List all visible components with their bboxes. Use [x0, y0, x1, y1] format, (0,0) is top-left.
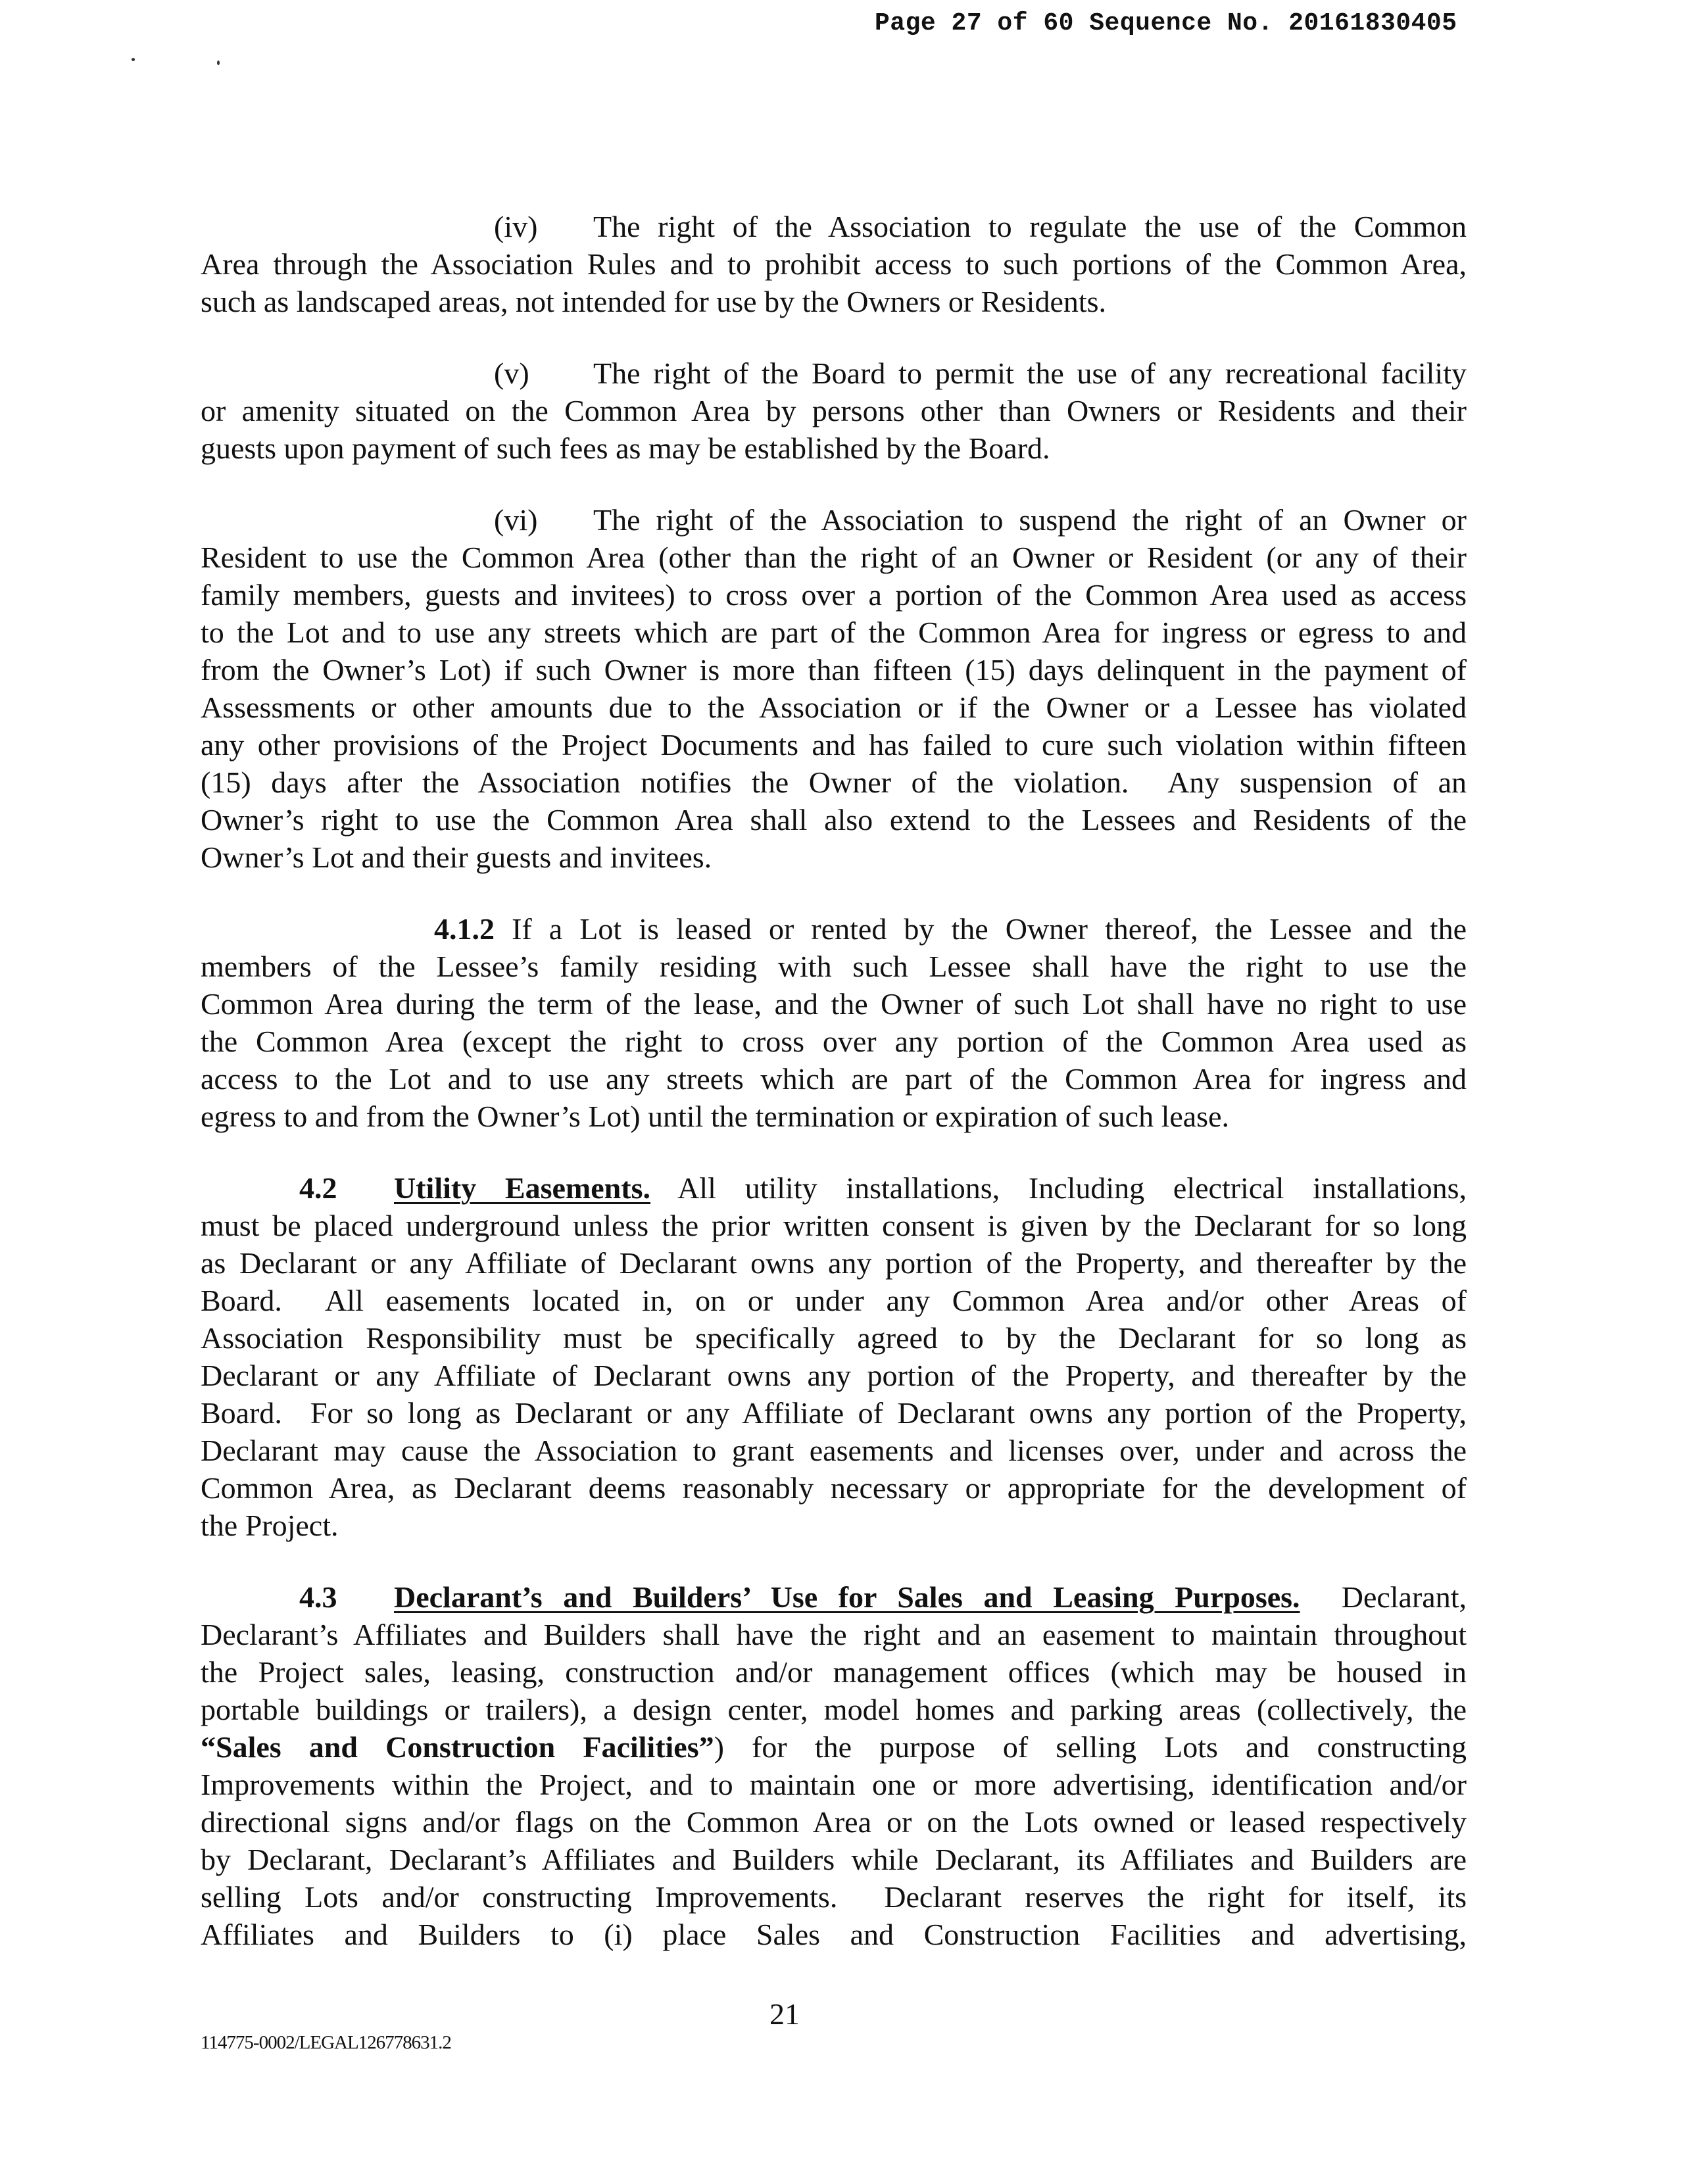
text-line	[201, 539, 1467, 576]
paragraph	[201, 354, 1467, 467]
text-run: to the Lot and to use any streets which are part of the Common Area for ingress or egress to and	[201, 616, 1467, 649]
text-line	[201, 1878, 1467, 1916]
text-line	[201, 614, 1467, 651]
text-line	[201, 1432, 1467, 1469]
section-number: 4.3	[299, 1580, 337, 1614]
text-line	[201, 1319, 1467, 1357]
text-line	[201, 1691, 1467, 1728]
page-number: 21	[769, 1997, 800, 2031]
text-line	[201, 1169, 1467, 1207]
text-line	[201, 689, 1467, 726]
text-run: such as landscaped areas, not intended for use by the Owners or Residents.	[201, 285, 1107, 318]
paragraph	[201, 1578, 1467, 1953]
text-line	[201, 1098, 1467, 1135]
text-line	[201, 1803, 1467, 1841]
document-id: 114775-0002/LEGAL126778631.2	[201, 2032, 451, 2053]
text-line	[201, 1023, 1467, 1060]
text-run: family members, guests and invitees) to cross over a portion of the Common Area used as access	[201, 578, 1467, 612]
text-run: (15) days after the Association notifies the Owner of the violation. Any suspension of an	[201, 765, 1467, 799]
text-line	[201, 208, 1467, 245]
text-line	[201, 1653, 1467, 1691]
paragraph	[201, 910, 1467, 1135]
text-run: Declarant’s Affiliates and Builders shall have the right and an easement to maintain throughout	[201, 1618, 1467, 1651]
text-line	[201, 283, 1467, 320]
text-run: Declarant may cause the Association to grant easements and licenses over, under and across the	[201, 1434, 1467, 1467]
paragraph	[201, 208, 1467, 320]
scan-speck	[217, 61, 220, 65]
text-run: Board. All easements located in, on or under any Common Area and/or other Areas of	[201, 1284, 1467, 1317]
text-run: directional signs and/or flags on the Common Area or on the Lots owned or leased respectively	[201, 1805, 1467, 1839]
text-line	[201, 1469, 1467, 1507]
text-run: any other provisions of the Project Documents and has failed to cure such violation within fifteen	[201, 728, 1467, 762]
text-run: the Project.	[201, 1509, 339, 1542]
text-line	[201, 501, 1467, 539]
page-sequence-header: Page 27 of 60 Sequence No. 20161830405	[875, 9, 1457, 37]
section-heading: Utility Easements.	[394, 1171, 650, 1205]
section-number: 4.2	[299, 1171, 337, 1205]
text-run: ) for the purpose of selling Lots and constructing	[714, 1730, 1467, 1764]
text-line	[201, 801, 1467, 838]
text-line	[201, 985, 1467, 1023]
text-run: Improvements within the Project, and to maintain one or more advertising, identification and/or	[201, 1768, 1467, 1801]
text-run: selling Lots and/or constructing Improvements. Declarant reserves the right for itself, its	[201, 1880, 1467, 1914]
text-run: as Declarant or any Affiliate of Declarant owns any portion of the Property, and thereafter by the	[201, 1246, 1467, 1280]
section-number: (vi)	[494, 503, 538, 537]
text-run: egress to and from the Owner’s Lot) until the termination or expiration of such lease.	[201, 1100, 1229, 1133]
text-line	[201, 1207, 1467, 1244]
text-run: must be placed underground unless the prior written consent is given by the Declarant for so long	[201, 1209, 1467, 1242]
text-line	[201, 576, 1467, 614]
text-line	[201, 392, 1467, 429]
text-run: Common Area during the term of the lease, and the Owner of such Lot shall have no right to use	[201, 987, 1467, 1021]
text-line	[201, 651, 1467, 689]
text-run: If a Lot is leased or rented by the Owner thereof, the Lessee and the	[495, 912, 1467, 946]
text-run: Assessments or other amounts due to the Association or if the Owner or a Lessee has violated	[201, 691, 1467, 724]
text-run: Declarant or any Affiliate of Declarant owns any portion of the Property, and thereafter by the	[201, 1359, 1467, 1392]
document-body	[201, 208, 1467, 1987]
text-line	[201, 1282, 1467, 1319]
text-run: The right of the Association to regulate the use of the Common	[593, 210, 1467, 243]
text-run: the Common Area (except the right to cross over any portion of the Common Area used as	[201, 1025, 1467, 1058]
text-run: access to the Lot and to use any streets which are part of the Common Area for ingress and	[201, 1062, 1467, 1096]
text-run: the Project sales, leasing, construction and/or management offices (which may be housed in	[201, 1655, 1467, 1689]
text-run: or amenity situated on the Common Area by persons other than Owners or Residents and their	[201, 394, 1467, 427]
text-line	[201, 948, 1467, 985]
scan-speck	[132, 58, 135, 61]
text-line	[201, 1578, 1467, 1616]
text-run: Affiliates and Builders to (i) place Sales and Construction Facilities and advertising,	[201, 1918, 1467, 1951]
text-run: 4.1.2	[434, 912, 495, 946]
text-line	[201, 1841, 1467, 1878]
section-heading: Declarant’s and Builders’ Use for Sales and Leasing Purposes.	[394, 1580, 1300, 1614]
text-line	[201, 726, 1467, 764]
text-run: Board. For so long as Declarant or any Affiliate of Declarant owns any portion of the Property,	[201, 1396, 1467, 1430]
text-line	[201, 1507, 1467, 1544]
text-line	[201, 1357, 1467, 1394]
text-run: Resident to use the Common Area (other than the right of an Owner or Resident (or any of their	[201, 541, 1467, 574]
text-line	[201, 245, 1467, 283]
paragraph	[201, 501, 1467, 876]
text-line	[201, 838, 1467, 876]
text-line	[201, 1766, 1467, 1803]
text-run: All utility installations, Including electrical installations,	[650, 1171, 1467, 1205]
text-line	[201, 354, 1467, 392]
text-line	[201, 429, 1467, 467]
text-run: The right of the Association to suspend the right of an Owner or	[593, 503, 1467, 537]
text-line	[201, 1728, 1467, 1766]
text-run: Owner’s Lot and their guests and invitees.	[201, 840, 712, 874]
text-run: by Declarant, Declarant’s Affiliates and Builders while Declarant, its Affiliates and Builders are	[201, 1843, 1467, 1876]
text-run: members of the Lessee’s family residing with such Lessee shall have the right to use the	[201, 950, 1467, 983]
text-run: Common Area, as Declarant deems reasonably necessary or appropriate for the development of	[201, 1471, 1467, 1505]
text-line	[201, 910, 1467, 948]
text-run: Owner’s right to use the Common Area shall also extend to the Lessees and Residents of the	[201, 803, 1467, 837]
text-line	[201, 764, 1467, 801]
text-line	[201, 1244, 1467, 1282]
text-run: The right of the Board to permit the use of any recreational facility	[593, 356, 1467, 390]
text-run: “Sales and Construction Facilities”	[201, 1730, 714, 1764]
text-line	[201, 1616, 1467, 1653]
text-line	[201, 1060, 1467, 1098]
text-run: Area through the Association Rules and to prohibit access to such portions of the Common Area,	[201, 247, 1467, 281]
text-run: portable buildings or trailers), a design center, model homes and parking areas (collectively, the	[201, 1693, 1467, 1726]
section-number: (v)	[494, 356, 529, 390]
text-run: Association Responsibility must be specifically agreed to by the Declarant for so long as	[201, 1321, 1467, 1355]
section-number: (iv)	[494, 210, 538, 243]
text-line	[201, 1916, 1467, 1953]
text-run: guests upon payment of such fees as may be established by the Board.	[201, 431, 1050, 465]
paragraph	[201, 1169, 1467, 1544]
text-run: from the Owner’s Lot) if such Owner is more than fifteen (15) days delinquent in the payment of	[201, 653, 1467, 687]
text-line	[201, 1394, 1467, 1432]
text-run: Declarant,	[1300, 1580, 1467, 1614]
